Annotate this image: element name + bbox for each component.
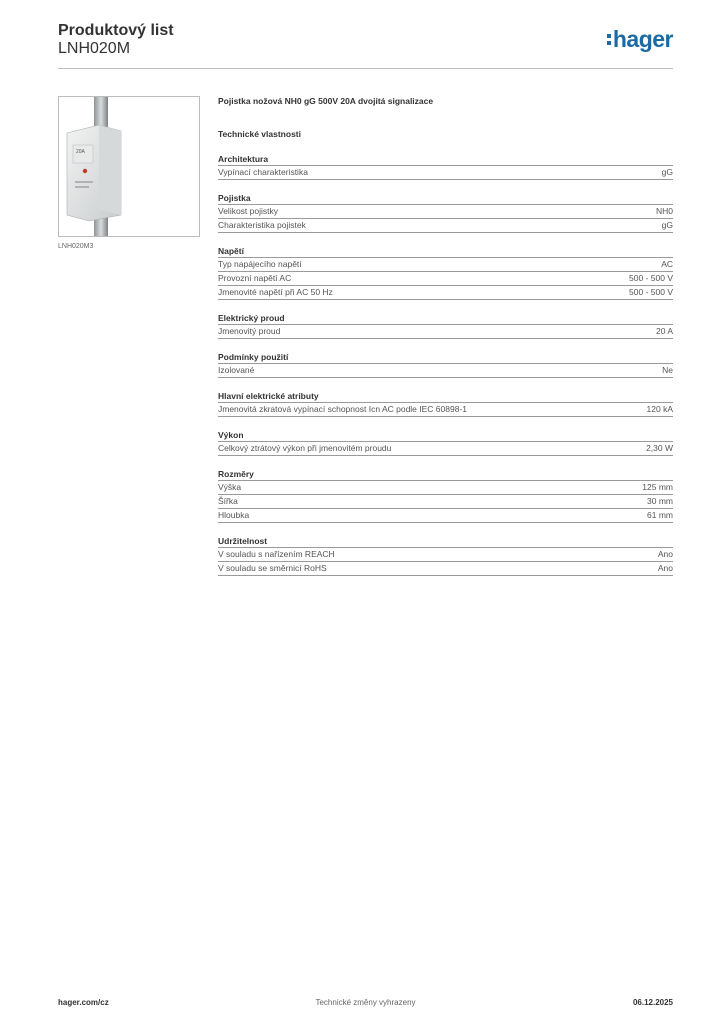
section-title: Hlavní elektrické atributy [218,390,673,403]
spec-row [218,495,673,509]
spec-label: Provozní napětí AC [218,273,292,283]
hager-logo [607,26,673,53]
spec-value: 61 mm [647,510,673,520]
section-title: Pojistka [218,192,673,205]
section-title: Napětí [218,245,673,258]
spec-row [218,166,673,180]
product-code: LNH020M [58,40,131,57]
spec-label: Výška [218,482,242,492]
document-title: Produktový list [58,22,174,39]
section-title: Podmínky použití [218,351,673,364]
section-title: Architektura [218,153,673,166]
spec-sections [218,153,673,576]
logo-text: hager [612,26,673,52]
spec-value: 120 kA [646,404,673,414]
spec-row [218,442,673,456]
spec-row [218,364,673,378]
product-photo [58,96,200,237]
section-title: Rozměry [218,468,673,481]
spec-section [218,535,673,576]
spec-row [218,219,673,233]
spec-row [218,205,673,219]
spec-label: Izolované [218,365,255,375]
page-footer [58,998,673,1010]
spec-section [218,153,673,180]
spec-value: NH0 [655,206,673,216]
logo-mark-icon [607,33,611,47]
section-title: Udržitelnost [218,535,673,548]
spec-value: 2,30 W [646,443,673,453]
spec-value: 125 mm [642,482,673,492]
spec-value: gG [661,167,673,177]
spec-section [218,390,673,417]
spec-value: 20 A [655,326,673,336]
spec-section [218,312,673,339]
spec-label: Velikost pojistky [218,206,278,216]
spec-label: Hloubka [218,510,250,520]
spec-section [218,245,673,300]
spec-content [218,96,673,576]
page-header [58,20,673,69]
spec-section [218,351,673,378]
section-title: Elektrický proud [218,312,673,325]
spec-label: V souladu s nařízením REACH [218,549,335,559]
section-title: Výkon [218,429,673,442]
spec-row [218,548,673,562]
spec-row [218,403,673,417]
spec-row [218,325,673,339]
spec-value: AC [661,259,673,269]
spec-label: Charakteristika pojistek [218,220,306,230]
spec-value: 30 mm [647,496,673,506]
spec-value: gG [661,220,673,230]
spec-row [218,258,673,272]
footer-website: hager.com/cz [58,998,109,1007]
spec-label: Jmenovitá zkratová vypínací schopnost Icn AC podle IEC 60898-1 [218,404,467,414]
tech-heading: Technické vlastnosti [218,129,301,139]
footer-date: 06.12.2025 [632,998,673,1007]
spec-label: Jmenovité napětí při AC 50 Hz [218,287,333,297]
spec-label: Typ napájecího napětí [218,259,302,269]
spec-section [218,192,673,233]
product-name: Pojistka nožová NH0 gG 500V 20A dvojitá signalizace [218,96,434,106]
spec-row [218,286,673,300]
spec-value: Ano [657,549,673,559]
spec-row [218,481,673,495]
spec-row [218,509,673,523]
spec-row [218,272,673,286]
fuse-label: 20A [76,149,85,155]
spec-value: Ne [662,365,673,375]
spec-value: 500 - 500 V [629,273,673,283]
spec-row [218,562,673,576]
spec-label: Vypínací charakteristika [218,167,308,177]
spec-label: Šířka [218,496,238,506]
spec-value: 500 - 500 V [629,287,673,297]
spec-section [218,429,673,456]
spec-label: V souladu se směrnicí RoHS [218,563,327,573]
spec-label: Jmenovitý proud [218,326,281,336]
spec-section [218,468,673,523]
spec-value: Ano [657,563,673,573]
footer-notice: Technické změny vyhrazeny [315,998,416,1007]
photo-caption: LNH020M3 [58,243,94,250]
spec-label: Celkový ztrátový výkon při jmenovitém proudu [218,443,392,453]
fuse-image [59,97,199,236]
